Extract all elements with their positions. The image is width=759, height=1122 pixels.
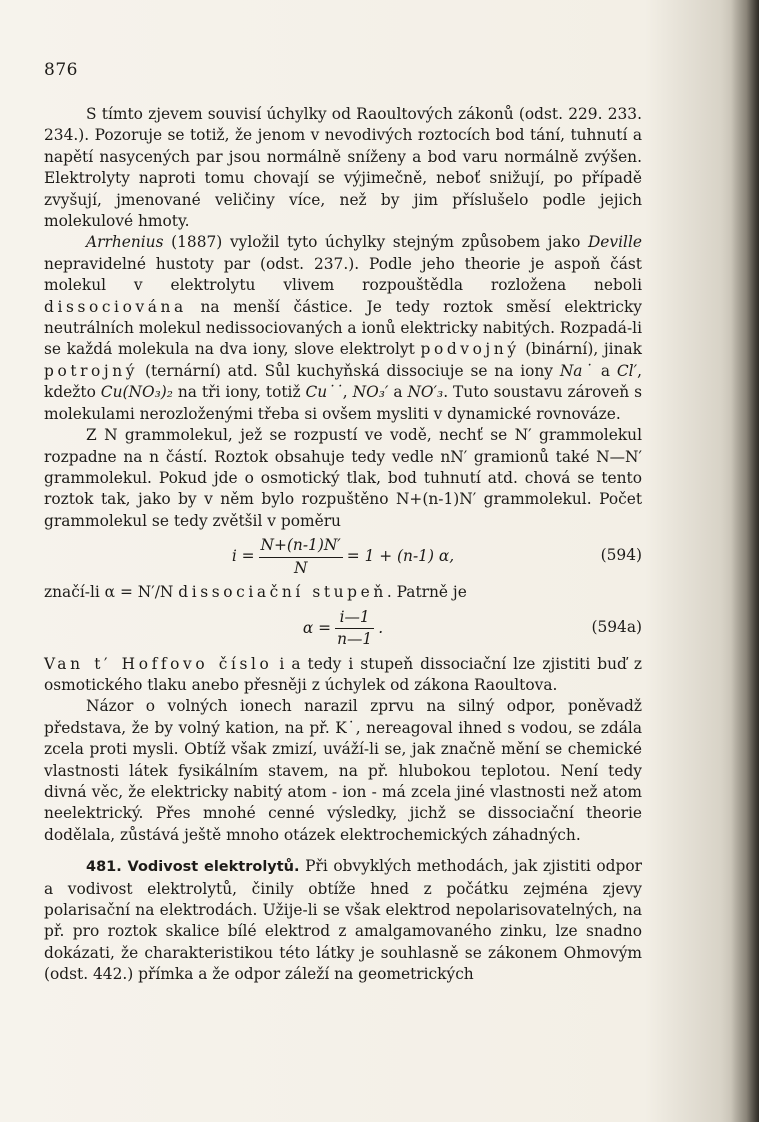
- fraction-denominator: n—1: [337, 630, 373, 649]
- fraction-numerator: i—1: [339, 607, 370, 626]
- equation-number: (594): [600, 546, 642, 565]
- page-edge-shadow: [731, 0, 759, 1122]
- ion-formula: Na˙: [559, 361, 595, 380]
- equation-fraction: [335, 607, 374, 651]
- paragraph-free-ions: Názor o volných ionech narazil zprvu na silný odpor, poněvadž představa, že by volný kation, na př. K˙, nereagoval ihned s vodou, se zdála zcela proti mysli. Obtíž však zmizí, uváží-li se, jak značně mění se chemické vlastnosti látek fysikálním stavem, na př. hlubokou teplotou. Není tedy divná věc, že elektricky nabitý atom - ion - má zcela jiné vlastnosti než atom neelektrický. Přes mnohé cenné výsledky, jichž se dissociační theorie dodělala, zůstává ještě mnoho otázek elektrochemických záhadných.: [44, 697, 642, 844]
- equation-rhs: .: [378, 618, 384, 637]
- text-span: , kdežto: [44, 361, 642, 402]
- paragraph-dissociation-degree: [44, 582, 642, 603]
- name-deville: Deville: [587, 233, 642, 252]
- ion-formula: Cu˙˙: [305, 383, 343, 402]
- spaced-term: potrojný: [44, 361, 139, 380]
- equation-rhs: = 1 + (n-1) α,: [346, 547, 455, 566]
- ion-formula: Cl′: [616, 361, 638, 380]
- paragraph-vant-hoff: [44, 654, 642, 697]
- fraction-numerator: N+(n-1)N′: [260, 536, 341, 555]
- text-span: a: [388, 383, 408, 402]
- equation-594: [44, 532, 642, 582]
- paragraph-raoult-deviations: S tímto zjevem souvisí úchylky od Raoultových zákonů (odst. 229. 233. 234.). Pozoruje se totiž, že jenom v nevodivých roztocích bod tání, tuhnutí a napětí nasycených par jsou normálně sníženy a bod varu normálně zvýšen. Elektrolyty naproti tomu chovají se výjimečně, neboť snižují, po případě zvyšují, jmenované veličiny více, než by jim příslušelo podle jejich molekulové hmoty.: [44, 105, 642, 231]
- ion-formula: NO′₃: [407, 383, 444, 402]
- text-span: . Tuto soustavu zároveň s molekulami nerozloženými třeba si ovšem mysliti v dynamické rovnováze.: [44, 383, 642, 423]
- text-span: na menší částice. Je tedy roztok směsí elektricky neutrálních molekul nedissociovaných a ionů elektricky nabitých. Rozpadá-li se každá molekula na dva iony, slove elektrolyt: [44, 297, 642, 359]
- text-span: . Patrně je: [386, 583, 467, 602]
- text-span: na tři iony, totiž: [172, 383, 306, 402]
- text-span: nepravidelné hustoty par (odst. 237.). Podle jeho theorie je aspoň část molekul v elektrolytu vlivem rozpouštědla rozložena neboli: [44, 254, 642, 295]
- section-text: Při obvyklých methodách, jak zjistiti odpor a vodivost elektrolytů, činily obtíže hned z počátku zejména zjevy polarisační na elektrodách. Užije-li se však elektrod nepolarisovatelných, na př. pro roztok skalice bílé elektrod z amalgamovaného zinku, lze snadno dokázati, že charakteristikou této látky je souhlasně se zákonem Ohmovým (odst. 442.) přímka a že odpor záleží na geometrických: [44, 857, 642, 984]
- ion-formula: Cu(NO₃)₂: [100, 383, 173, 402]
- spaced-term: Van t′ Hoffovo číslo: [44, 654, 273, 673]
- text-span: značí-li α = N′/N: [44, 583, 179, 602]
- section-title: 481. Vodivost elektrolytů.: [86, 859, 300, 876]
- equation-lhs: α =: [302, 618, 332, 637]
- text-span: ,: [342, 383, 353, 402]
- fraction-denominator: N: [293, 558, 308, 577]
- paragraph-arrhenius-theory: [44, 232, 642, 425]
- equation-lhs: i =: [231, 547, 255, 566]
- spaced-term: podvojný: [420, 340, 520, 359]
- text-span: (ternární) atd. Sůl kuchyňská dissociuje se na iony: [138, 361, 560, 380]
- ion-formula: NO₃′: [352, 383, 389, 402]
- text-span: a: [594, 361, 617, 380]
- equation-594a: [44, 604, 642, 654]
- page-number: 876: [44, 60, 78, 80]
- equation-fraction: [259, 535, 343, 579]
- spaced-term: dissociační stupeň: [178, 583, 387, 602]
- text-span: (1887) vyložil tyto úchylky stejným způsobem jako: [163, 233, 588, 252]
- name-arrhenius: Arrhenius: [86, 233, 164, 252]
- section-481: [44, 856, 642, 985]
- page-body: [44, 104, 642, 986]
- text-span: (binární), jinak: [519, 340, 642, 359]
- paragraph-grammolecules: Z N grammolekul, jež se rozpustí ve vodě, nechť se N′ grammolekul rozpadne na n částí. Roztok obsahuje tedy vedle nN′ gramionů také N—N′ grammolekul. Pokud jde o osmotický tlak, bod tuhnutí atd. chová se tento roztok tak, jako by v něm bylo rozpuštěno N+(n-1)N′ grammolekul. Počet grammolekul se tedy zvětšil v poměru: [44, 426, 642, 530]
- equation-number: (594a): [591, 617, 642, 636]
- spaced-term: dissociována: [44, 297, 187, 316]
- text-span: i a tedy i stupeň dissociační lze zjistiti buď z osmotického tlaku anebo přesněji z úchylek od zákona Raoultova.: [44, 654, 642, 694]
